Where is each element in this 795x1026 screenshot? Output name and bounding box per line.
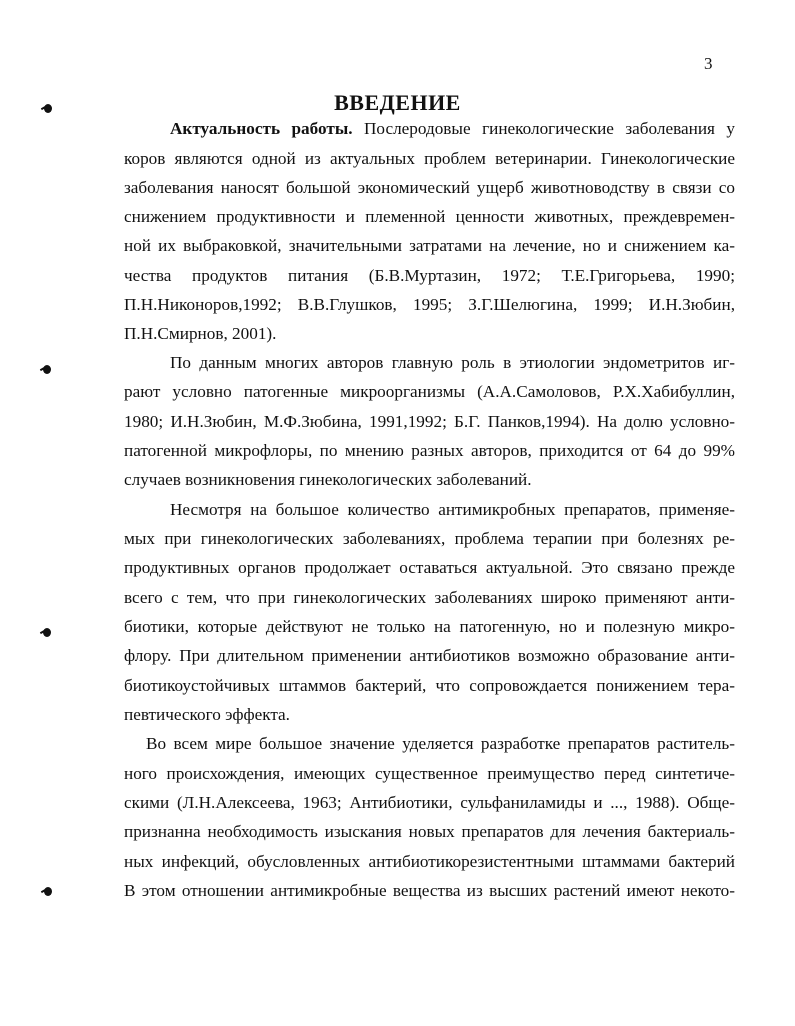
paragraph-1-line: чества продуктов питания (Б.В.Муртазин, 1972; Т.Е.Григорьева, 1990; [124, 266, 735, 285]
page-number: 3 [704, 54, 713, 73]
paragraph-3-line: продуктивных органов продолжает оставаться актуальной. Это связано прежде [124, 558, 735, 577]
paragraph-2-line: рают условно патогенные микроорганизмы (А.А.Самоловов, Р.Х.Хабибуллин, [124, 382, 735, 401]
paragraph-1-lead: Актуальность работы. [170, 119, 353, 138]
paragraph-1-line [170, 118, 735, 140]
paragraph-1-line: коров являются одной из актуальных проблем ветеринарии. Гинекологические [124, 149, 735, 168]
page-title: ВВЕДЕНИЕ [334, 90, 461, 115]
paragraph-1-line: П.Н.Никоноров,1992; В.В.Глушков, 1995; З.Г.Шелюгина, 1999; И.Н.Зюбин, [124, 295, 735, 314]
paragraph-3-line: всего с тем, что при гинекологических заболеваниях широко применяют анти- [124, 588, 735, 607]
punch-hole-mark [43, 365, 51, 374]
paragraph-1-text: Послеродовые гинекологические заболевания у [352, 119, 735, 138]
paragraph-3-line: певтического эффекта. [124, 705, 290, 724]
punch-hole-mark [44, 104, 52, 113]
paragraph-3-line: Несмотря на большое количество антимикробных препаратов, применяе- [170, 500, 735, 519]
paragraph-4-line: В этом отношении антимикробные вещества из высших растений имеют некото- [124, 881, 735, 900]
paragraph-4-line: ного происхождения, имеющих существенное преимущество перед синтетиче- [124, 764, 735, 783]
punch-hole-mark [44, 887, 52, 896]
paragraph-2-line: 1980; И.Н.Зюбин, М.Ф.Зюбина, 1991,1992; Б.Г. Панков,1994). На долю условно- [124, 412, 735, 431]
paragraph-3-line: флору. При длительном применении антибиотиков возможно образование анти- [124, 646, 735, 665]
paragraph-1-line: заболевания наносят большой экономический ущерб животноводству в связи со [124, 178, 735, 197]
paragraph-1-line: П.Н.Смирнов, 2001). [124, 324, 277, 343]
paragraph-2-line: патогенной микрофлоры, по мнению разных авторов, приходится от 64 до 99% [124, 441, 735, 460]
punch-hole-mark [43, 628, 51, 637]
paragraph-4-line: признанна необходимость изыскания новых препаратов для лечения бактериаль- [124, 822, 735, 841]
paragraph-4-line: скими (Л.Н.Алексеева, 1963; Антибиотики, сульфаниламиды и ..., 1988). Обще- [124, 793, 735, 812]
paragraph-3-line: биотикоустойчивых штаммов бактерий, что сопровождается понижением тера- [124, 676, 735, 695]
paragraph-3-line: биотики, которые действуют не только на патогенную, но и полезную микро- [124, 617, 735, 636]
paragraph-4-line: ных инфекций, обусловленных антибиотикорезистентными штаммами бактерий [124, 852, 735, 871]
paragraph-2-line: По данным многих авторов главную роль в этиологии эндометритов иг- [170, 353, 735, 372]
paragraph-1-line: ной их выбраковкой, значительными затратами на лечение, но и снижением ка- [124, 236, 735, 255]
paragraph-3-line: мых при гинекологических заболеваниях, проблема терапии при болезнях ре- [124, 529, 735, 548]
paragraph-2-line: случаев возникновения гинекологических заболеваний. [124, 470, 532, 489]
paragraph-4-line: Во всем мире большое значение уделяется разработке препаратов раститель- [146, 734, 735, 753]
paragraph-1-line: снижением продуктивности и племенной ценности животных, преждевремен- [124, 207, 735, 226]
